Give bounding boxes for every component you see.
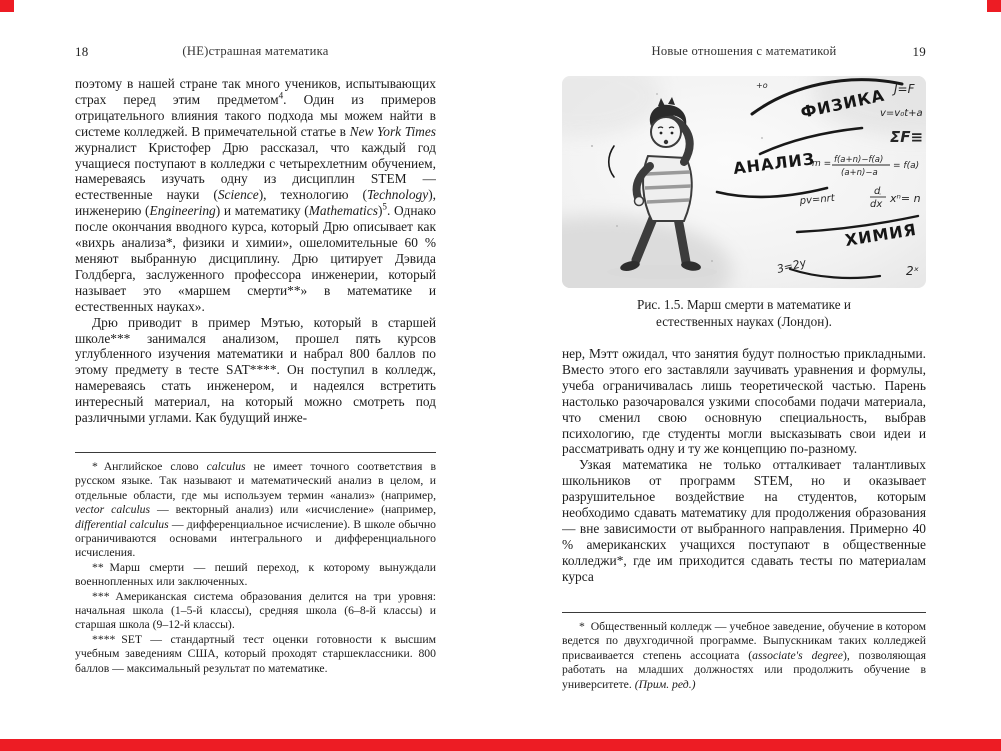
figure-formula-limit-numerator: f(a+n)−f(a) (834, 155, 884, 165)
figure-label-analysis: АНАЛИЗ (732, 149, 817, 178)
body-paragraph: нер, Мэтт ожидал, что занятия будут полностью прикладными. Вместо этого его заставляли заучивать уравнения и формулы, учеба ограничивалась лишь теоретической частью. Парень настолько разочаровался узкими способами подачи материала, что сменил свою основную специальность, выбрав психологию, где студенты могли высказывать свои идеи и рассматривать одну и ту же концепцию по-разному. (562, 346, 926, 457)
figure-formula-limit-lhs: m = (812, 159, 832, 169)
footnote: * Английское слово calculus не имеет точного соответствия в русском языке. Так называют и математический анализ в целом, и отдельные области, где мы используем термин «анализ» (например, vector calculus — векторный анализ) или «исчисление» (например, differential calculus — дифференциальное исчисление). В школе обычно ограничиваются основами интегрального и дифференциального исчисления. (75, 460, 436, 560)
figure-formula-limit-denominator: (a+n)−a (841, 168, 878, 178)
figure-formula-velocity: v=v₀t+a (880, 108, 923, 119)
figure-formula-derivative-rhs: xⁿ= n (890, 192, 921, 205)
running-head-left (75, 44, 436, 59)
running-title-left: (НЕ)страшная математика (182, 44, 329, 58)
running-head-right (562, 44, 926, 59)
figure-formula-newton: J=F (894, 82, 915, 96)
figure-formula-plus-o: +o (756, 81, 768, 90)
figure-formula-power: 2ˣ (906, 264, 919, 278)
character-eye (660, 132, 663, 135)
figure-formula-derivative-numerator: d (874, 186, 881, 197)
character-eye (671, 132, 674, 135)
figure-caption: Рис. 1.5. Марш смерти в математике и естественных науках (Лондон). (637, 297, 851, 329)
body-text-right (562, 346, 926, 610)
figure-formula-derivative-denominator: dx (870, 199, 883, 210)
running-title-right: Новые отношения с математикой (651, 44, 837, 58)
footnote: * Общественный колледж — учебное заведение, обучение в котором ведется по двухгодичной программе. Выпускникам таких колледжей присваивается степень ассоциата (associate's degree), позволяющая работать на младших должностях или продолжить обучение в университете. (Прим. ред.) (562, 620, 926, 691)
crop-mark-top-right (987, 0, 1001, 12)
page-number-right: 19 (912, 44, 926, 59)
page-number-left: 18 (75, 44, 89, 59)
footnote: **** SET — стандартный тест оценки готовности к высшим учебным заведениям США, который проходят старшеклассники. 800 баллов — максимальный результат по математике. (75, 632, 436, 675)
footnote: *** Американская система образования делится на три уровня: начальная школа (1–5-й классы), средняя школа (6–8-й классы) и старшая школа (9–12-й классы). (75, 589, 436, 632)
figure-caption-wrap (562, 297, 926, 330)
footnote: ** Марш смерти — пеший переход, к которому вынуждали военнопленных или заключенных. (75, 560, 436, 589)
book-page-left (75, 0, 436, 739)
bottom-red-bar (0, 739, 1001, 751)
figure-label-chemistry: ХИМИЯ (843, 219, 919, 250)
body-paragraph: Узкая математика не только отталкивает талантливых школьников от программ STEM, но и оказывает разрушительное воздействие на студентов, которым необходимо сдавать математику для продолжения образования — вне зависимости от выбранного направления. Примерно 40 % американских учащихся поступают в общественные колледжи*, где им приходится сдавать тесты по материалам курса (562, 457, 926, 584)
character-hand (635, 197, 644, 206)
body-text-left (75, 76, 436, 450)
figure-math-death-march (562, 76, 926, 330)
figure-formula-gas-law: pv=nrt (799, 192, 836, 207)
body-paragraph: Дрю приводит в пример Мэтью, который в старшей школе*** занимался анализом, прошел пять курсов углубленного изучения математики и набрал 800 баллов по этому предмету в тесте SAT****. Он поступил в колледж, намереваясь стать инженером, и надеялся встретить интересный материал, на который можно смотреть под различными углами. Как будущий инже- (75, 314, 436, 426)
book-page-right (562, 0, 926, 739)
figure-formula-limit-rhs: = f(a) (893, 161, 920, 171)
footnotes-right (562, 612, 926, 730)
figure-formula-eq-bottom: 3=2y (775, 256, 808, 276)
crop-mark-top-left (0, 0, 14, 12)
figure-illustration (562, 76, 926, 288)
figure-formula-sum-forces: ΣF≡ (890, 128, 924, 146)
character-mouth (664, 140, 668, 144)
body-paragraph: поэтому в нашей стране так много учеников, испытывающих страх перед этим предметом$^4$. Один из примеров отрицательного влияния такого подхода мы можем найти в системе колледжей. В примечательной статье в New York Times журналист Кристофер Дрю рассказал, что каждый год учащиеся поступают в колледжи с четырехлетним обучением, намереваясь изучать одну из дисциплин STEM — естественные науки (Science), технологию (Technology), инженерию (Engineering) и математику (Mathematics)$^5$. Однако после окончания вводного курса, который Дрю описывает как «вихрь анализа*, физики и химии», ошеломительные 60 % меняют выбранную дисциплину. Дрю цитирует Дэвида Голдберга, заслуженного профессора инженерии, который называет это «маршем смерти**» в математике и естественных науках». (75, 76, 436, 314)
figure-label-physics: ФИЗИКА (798, 85, 887, 122)
footnotes-left (75, 452, 436, 728)
